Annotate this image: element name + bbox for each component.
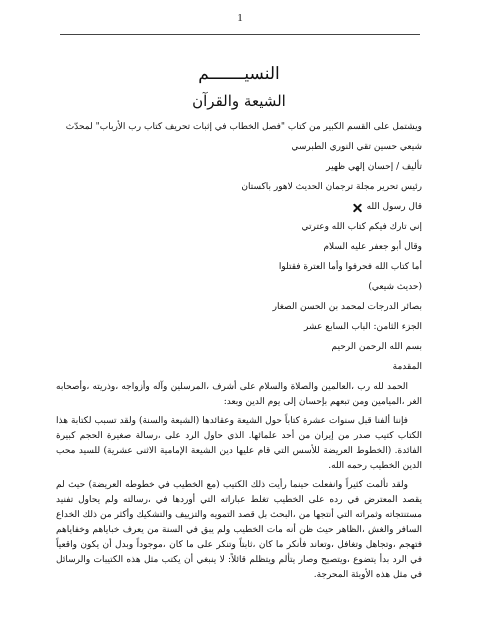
paragraph: الحمد لله رب ،العالمين والصلاة والسلام على أشرف ،المرسلين وآله وأزواجه ،وذريته ،وأصحابه الغر ،الميامين ومن تبعهم بإحسان إلى يوم الدين وبعد: [56,382,422,407]
citation-line: بصائر الدرجات لمحمد بن الحسن الصغار [272,302,422,312]
author-line: تأليف / إحسان إلهي ظهير [326,162,422,172]
prophet-quote-line [56,200,422,215]
basmala-line: بسم الله الرحمن الرحيم [331,342,422,352]
prophet-quote-text: قال رسول الله [366,202,422,212]
quote-line: إني تارك فيكم كتاب الله وعترتي [301,222,422,232]
page-number: 1 [237,12,243,24]
paragraph: ولقد تألمت كثيراً وانفعلت حينما رأيت ذلك الكتيب (مع الخطيب في خطوطه العريضة) حيث لم يقصد المعترض في رده على الخطيب تغلط عباراته التي أوردها في ،رسالته ولم يحاول تفنيد مستنتجاته وثمراته التي أنتجها من ،البحث بل قصد التمويه والتزييف والتشكيك وأكثر من ذلك الخداع السافر والغش ،الظاهر حيث ظن أنه مات الخطيب ولم يبق في السنة من يعرف خباياهم وخفاياهم فتهجم ،وتجاهل وتغافل ،وتعاند فأنكر ما كان ،ثابتاً وتنكر على ما كان ،موجوداً وبدل أن يكون واقعياً في الرد بدأ يتضوع ،ويتصيح وصار يتألم ويتظلم قائلاً: لا ينبغي أن يكتب مثل هذه الكتيبات والرسائل في مثل هذه الأوبئة المحرجة. [56,480,422,580]
sub-heading: الشيعة والقرآن [192,92,286,110]
citation-line: الجزء الثامن: الباب السابع عشر [304,322,422,332]
section-title: المقدمة [392,362,422,372]
intro-line: ويشتمل على القسم الكبير من كتاب "فصل الخطاب في إثبات تحريف كتاب رب الأرباب" لمحدّث [65,122,422,132]
paragraph: فإننا ألفنا قبل سنوات عشرة كتاباً حول الشيعة وعقائدها (الشيعة والسنة) ولقد تسبب لكتابة هذا الكتاب كتيب صدر من إيران من أحد علمائها. الذي حاول الرد على ،رسالة صغيرة الحجم كبيرة الفائدة. (الخطوط العريضة للأسس التي قام عليها دين الشيعة الإمامية الاثنى عشرية) للسيد محب الدين الخطيب رحمه الله. [56,416,422,471]
citation-line: (حديث شيعي) [368,282,422,292]
quote-line: وقال أبو جعفر عليه السلام [323,242,422,252]
main-heading: النسيـــــــم [198,64,280,84]
page-content [56,50,422,587]
quote-line: أما كتاب الله فحرفوا وأما العترة فقتلوا [278,262,422,272]
x-icon [352,202,363,213]
intro-line: شيعي حسين تقي النوري الطبرسي [291,142,422,152]
header-rule [60,34,420,35]
author-title-line: رئيس تحرير مجلة ترجمان الحديث لاهور باكستان [241,182,422,192]
